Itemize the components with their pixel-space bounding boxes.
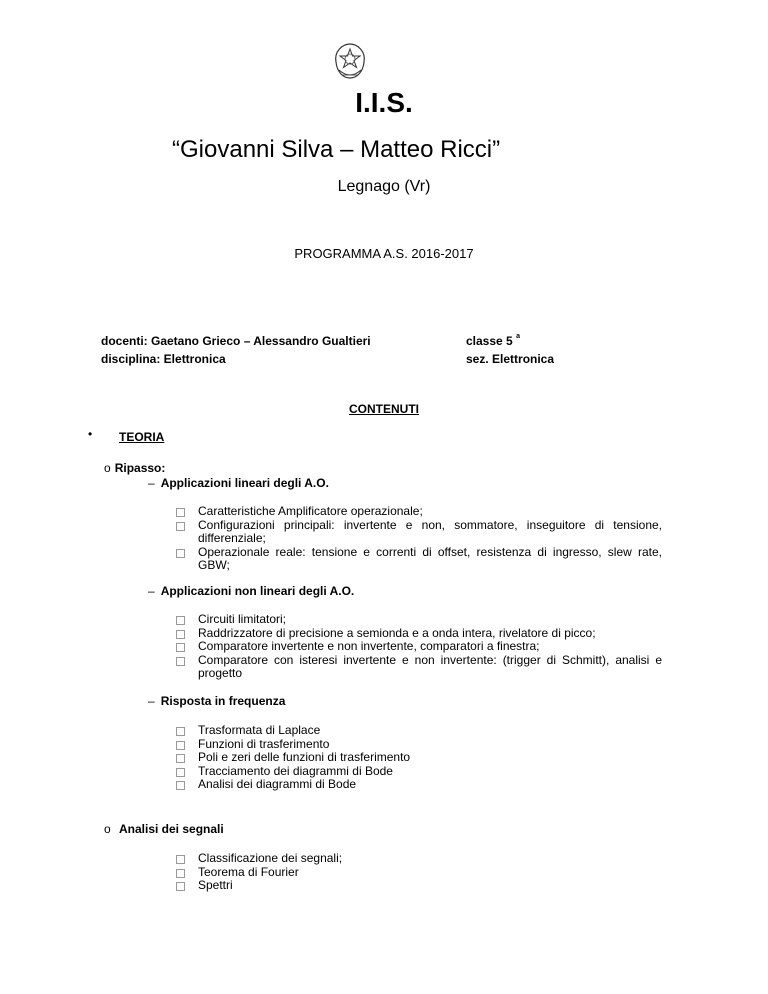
list-item-text: Tracciamento dei diagrammi di Bode [198, 763, 393, 778]
section-title: Applicazioni lineari degli A.O. [160, 476, 329, 490]
section-heading [148, 476, 329, 490]
list-item-text: Poli e zeri delle funzioni di trasferimento [198, 750, 411, 764]
list-item [176, 879, 662, 893]
dash-marker: – [148, 476, 155, 490]
section-heading [148, 694, 285, 708]
teachers-label: docenti: Gaetano Grieco – Alessandro Gualtieri [101, 334, 371, 348]
section-list [176, 724, 662, 792]
checkbox-bullet-icon [176, 754, 185, 763]
checkbox-bullet-icon [176, 727, 185, 736]
list-item [176, 519, 662, 546]
list-item [176, 852, 662, 866]
list-item [176, 724, 662, 738]
checkbox-bullet-icon [176, 616, 185, 625]
list-item [176, 627, 662, 641]
checkbox-bullet-icon [176, 549, 185, 558]
list-item-text: Circuiti limitatori; [198, 612, 287, 626]
analysis-heading: Analisi dei segnali [119, 822, 224, 836]
list-item-text: Comparatore con isteresi invertente e non invertente: (trigger di Schmitt), analisi e progetto [198, 652, 662, 680]
list-item [176, 778, 662, 792]
class-label [466, 334, 520, 348]
list-item-text: Caratteristiche Amplificatore operazionale; [198, 504, 423, 518]
list-item [176, 613, 662, 627]
list-item [176, 765, 662, 779]
list-item-text: Analisi dei diagrammi di Bode [198, 777, 357, 791]
section-title: Risposta in frequenza [160, 694, 286, 708]
checkbox-bullet-icon [176, 508, 185, 517]
dash-marker: – [148, 584, 155, 598]
list-item-text: Comparatore invertente e non invertente, comparatori a finestra; [198, 639, 540, 653]
list-item [176, 640, 662, 654]
section-title: Applicazioni non lineari degli A.O. [160, 584, 355, 598]
school-abbreviation: I.I.S. [355, 87, 413, 118]
list-item-text: Raddrizzatore di precisione a semionda e a onda intera, rivelatore di picco; [198, 625, 596, 640]
theory-bullet: • [88, 427, 93, 441]
checkbox-bullet-icon [176, 869, 185, 878]
review-label: Ripasso: [114, 461, 166, 475]
list-item-text: Classificazione dei segnali; [198, 851, 343, 865]
class-superscript: a [516, 333, 520, 340]
list-item [176, 546, 662, 573]
list-item-text: Spettri [198, 878, 233, 892]
review-marker: o [104, 461, 111, 475]
checkbox-bullet-icon [176, 781, 185, 790]
checkbox-bullet-icon [176, 657, 185, 666]
section-heading [148, 584, 354, 598]
review-heading [104, 461, 165, 475]
section-list [176, 613, 662, 681]
list-item-text: Funzioni di trasferimento [198, 736, 330, 751]
checkbox-bullet-icon [176, 522, 185, 531]
list-item [176, 505, 662, 519]
list-item-text: Configurazioni principali: invertente e non, sommatore, inseguitore di tensione, differenziale; [198, 517, 662, 545]
list-item-text: Operazionale reale: tensione e correnti di offset, resistenza di ingresso, slew rate, GBW; [198, 544, 662, 572]
analysis-list [176, 852, 662, 893]
section-label: sez. Elettronica [466, 352, 555, 366]
list-item-text: Trasformata di Laplace [198, 723, 321, 737]
republic-emblem-icon [330, 40, 370, 84]
analysis-marker: o [104, 822, 111, 836]
school-name: “Giovanni Silva – Matteo Ricci” [172, 136, 501, 163]
list-item [176, 866, 662, 880]
theory-heading: TEORIA [119, 430, 165, 444]
contents-heading: CONTENUTI [349, 402, 419, 416]
list-item [176, 738, 662, 752]
checkbox-bullet-icon [176, 768, 185, 777]
dash-marker: – [148, 694, 155, 708]
checkbox-bullet-icon [176, 855, 185, 864]
school-city: Legnago (Vr) [337, 178, 431, 195]
list-item [176, 654, 662, 681]
program-title: PROGRAMMA A.S. 2016-2017 [294, 246, 474, 261]
class-text: classe 5 [466, 334, 513, 348]
list-item [176, 751, 662, 765]
section-list [176, 505, 662, 573]
checkbox-bullet-icon [176, 741, 185, 750]
checkbox-bullet-icon [176, 630, 185, 639]
checkbox-bullet-icon [176, 882, 185, 891]
list-item-text: Teorema di Fourier [198, 864, 299, 879]
subject-label: disciplina: Elettronica [101, 352, 226, 366]
checkbox-bullet-icon [176, 643, 185, 652]
